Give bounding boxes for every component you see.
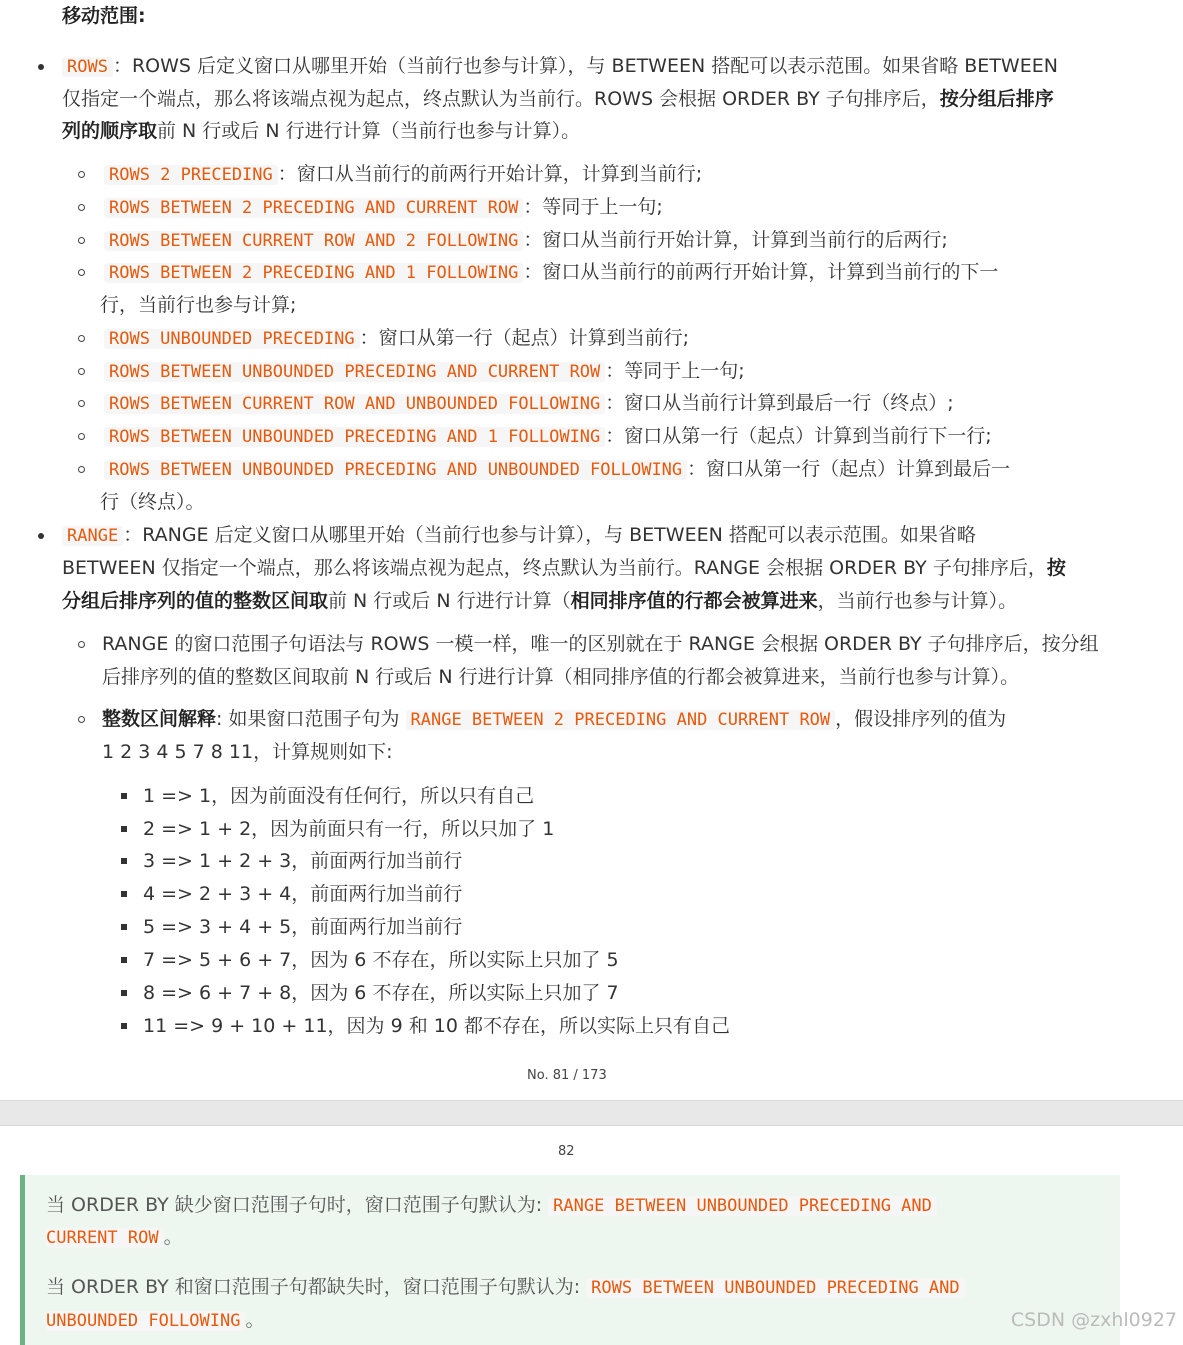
bullet-circle — [78, 269, 85, 276]
list-item: 1 => 1，因为前面没有任何行，所以只有自己 — [143, 785, 535, 807]
rows-code: ROWS — [62, 57, 113, 77]
bullet-circle — [78, 171, 85, 178]
bullet-disc — [38, 64, 44, 70]
bullet-square — [121, 826, 127, 832]
range-code: RANGE — [62, 526, 123, 546]
list-item: 2 => 1 + 2，因为前面只有一行，所以只加了 1 — [143, 818, 555, 840]
bullet-circle — [78, 400, 85, 407]
range-desc-line-1: RANGE ：RANGE 后定义窗口从哪里开始（当前行也参与计算），与 BETWEEN 搭配可以表示范围。如果省略 — [62, 519, 976, 553]
tip-line-2: CURRENT ROW 。 — [46, 1226, 183, 1248]
bullet-circle — [78, 466, 85, 473]
list-item: 7 => 5 + 6 + 7，因为 6 不存在，所以实际上只加了 5 — [143, 949, 619, 971]
list-item: 11 => 9 + 10 + 11，因为 9 和 10 都不存在，所以实际上只有自己 — [143, 1015, 730, 1037]
list-item: ROWS BETWEEN CURRENT ROW AND UNBOUNDED FOLLOWING ：窗口从当前行计算到最后一行（终点）; — [104, 387, 954, 421]
tip-line-4: UNBOUNDED FOLLOWING 。 — [46, 1309, 265, 1331]
tip-line-1: 当 ORDER BY 缺少窗口范围子句时，窗口范围子句默认为: RANGE BETWEEN UNBOUNDED PRECEDING AND — [46, 1189, 937, 1223]
bullet-circle — [78, 641, 85, 648]
bullet-square — [121, 793, 127, 799]
range-sub-line-2: 后排序列的值的整数区间取前 N 行或后 N 行进行计算（相同排序值的行都会被算进来，当前行也参与计算）。 — [102, 666, 1020, 688]
page-footer: No. 81 / 173 — [527, 1068, 607, 1083]
interval-explain-line-2: 1 2 3 4 5 7 8 11，计算规则如下: — [102, 741, 393, 763]
rows-desc-line-3: 列的顺序取前 N 行或后 N 行进行计算（当前行也参与计算）。 — [62, 120, 581, 142]
list-item: ROWS BETWEEN CURRENT ROW AND 2 FOLLOWING ：窗口从当前行开始计算，计算到当前行的后两行; — [104, 224, 948, 258]
tip-box — [20, 1175, 1120, 1345]
tip-line-3: 当 ORDER BY 和窗口范围子句都缺失时，窗口范围子句默认为: ROWS BETWEEN UNBOUNDED PRECEDING AND — [46, 1271, 965, 1305]
interval-explain-line-1: 整数区间解释: 如果窗口范围子句为 RANGE BETWEEN 2 PRECEDING AND CURRENT ROW ，假设排序列的值为 — [102, 708, 1007, 730]
list-item: ROWS BETWEEN 2 PRECEDING AND 1 FOLLOWING ：窗口从当前行的前两行开始计算，计算到当前行的下一 — [104, 256, 998, 290]
list-item: ROWS 2 PRECEDING ：窗口从当前行的前两行开始计算，计算到当前行; — [104, 158, 702, 192]
range-sub-line-1: RANGE 的窗口范围子句语法与 ROWS 一模一样，唯一的区别就在于 RANGE 会根据 ORDER BY 子句排序后，按分组 — [102, 633, 1099, 655]
list-item-continuation: 行（终点）。 — [100, 491, 205, 513]
next-page-number: 82 — [558, 1144, 575, 1159]
bullet-circle — [78, 237, 85, 244]
bullet-square — [121, 1023, 127, 1029]
bullet-square — [121, 957, 127, 963]
bullet-circle — [78, 335, 85, 342]
rows-desc-line-2: 仅指定一个端点，那么将该端点视为起点，终点默认为当前行。ROWS 会根据 ORDER BY 子句排序后，按分组后排序 — [62, 88, 1054, 110]
bullet-square — [121, 891, 127, 897]
bullet-square — [121, 924, 127, 930]
bullet-circle — [78, 204, 85, 211]
list-item: 5 => 3 + 4 + 5，前面两行加当前行 — [143, 916, 463, 938]
list-item: 8 => 6 + 7 + 8，因为 6 不存在，所以实际上只加了 7 — [143, 982, 619, 1004]
list-item: 3 => 1 + 2 + 3，前面两行加当前行 — [143, 850, 463, 872]
section-heading: 移动范围: — [62, 5, 146, 27]
list-item: ROWS UNBOUNDED PRECEDING ：窗口从第一行（起点）计算到当前行; — [104, 322, 689, 356]
bullet-square — [121, 990, 127, 996]
list-item: ROWS BETWEEN UNBOUNDED PRECEDING AND 1 FOLLOWING ：窗口从第一行（起点）计算到当前行下一行; — [104, 420, 992, 454]
rows-desc-line-1: ROWS ：ROWS 后定义窗口从哪里开始（当前行也参与计算），与 BETWEEN 搭配可以表示范围。如果省略 BETWEEN — [62, 50, 1058, 84]
bullet-square — [121, 858, 127, 864]
range-desc-line-3: 分组后排序列的值的整数区间取前 N 行或后 N 行进行计算（相同排序值的行都会被算进来，当前行也参与计算）。 — [62, 590, 1018, 612]
list-item: 4 => 2 + 3 + 4，前面两行加当前行 — [143, 883, 463, 905]
list-item: ROWS BETWEEN 2 PRECEDING AND CURRENT ROW ：等同于上一句; — [104, 191, 663, 225]
bullet-circle — [78, 716, 85, 723]
list-item: ROWS BETWEEN UNBOUNDED PRECEDING AND UNBOUNDED FOLLOWING ：窗口从第一行（起点）计算到最后一 — [104, 453, 1010, 487]
watermark: CSDN @zxhl0927 — [1010, 1309, 1177, 1331]
bullet-circle — [78, 433, 85, 440]
page-separator — [0, 1100, 1183, 1126]
bullet-circle — [78, 368, 85, 375]
list-item: ROWS BETWEEN UNBOUNDED PRECEDING AND CURRENT ROW ：等同于上一句; — [104, 355, 745, 389]
bullet-disc — [38, 533, 44, 539]
range-desc-line-2: BETWEEN 仅指定一个端点，那么将该端点视为起点，终点默认为当前行。RANGE 会根据 ORDER BY 子句排序后，按 — [62, 557, 1066, 579]
list-item-continuation: 行，当前行也参与计算; — [100, 294, 297, 316]
